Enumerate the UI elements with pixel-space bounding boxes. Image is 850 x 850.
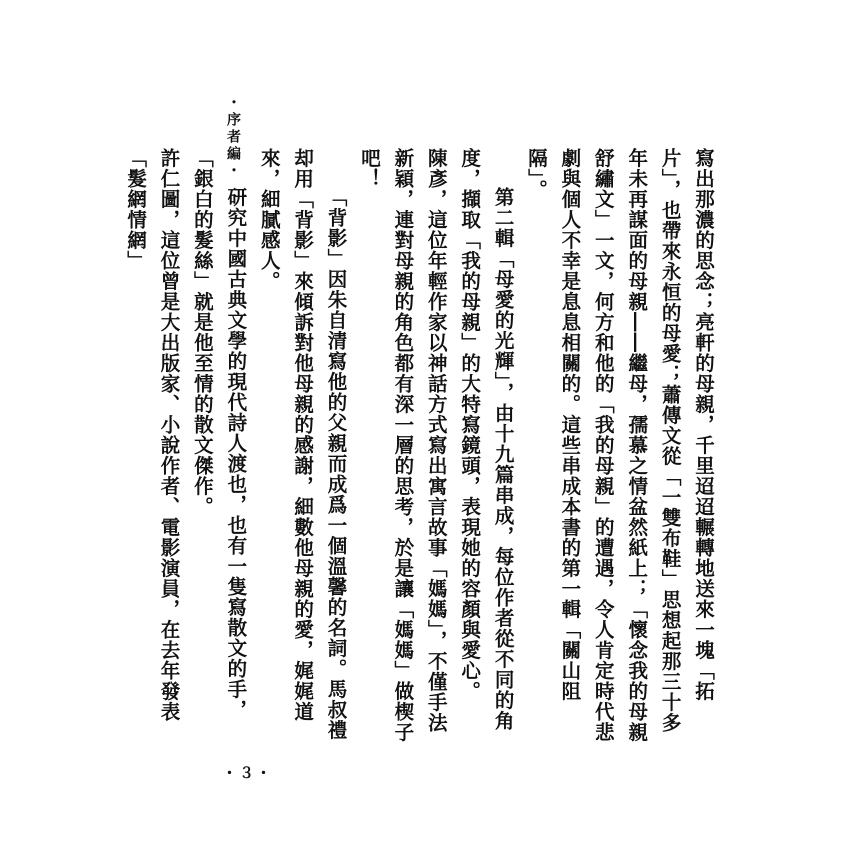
paragraph-continued: 寫出那濃的思念；亮軒的母親，千里迢迢輾轉地送來一塊「拓片」，也帶來永恒的母愛；蕭傳文從「一雙布鞋」思想起那三十多年未再謀面的母親――繼母，孺慕之情盆然紙上；「懷念我的母親舒繡文」一文，何方和他的「我的母親」的遭遇，令人肯定時代悲劇與個人不幸是息息相關的。這些串成本書的第一輯「關山阻隔」。	[524, 148, 715, 743]
paragraph: 陳彥，這位年輕作家以神話方式寫出寓言故事「媽媽」，不僅手法新穎，連對母親的角色都有深一層的思考，於是讓「媽媽」做楔子吧！	[357, 148, 448, 743]
paragraph: 「背影」因朱自清寫他的父親而成爲一個溫馨的名詞。馬叔禮却用「背影」來傾訴對他母親的感謝，細數他母親的愛，娓娓道來，細膩感人。	[257, 148, 348, 741]
paragraph: 第二輯「母愛的光輝」，由十九篇串成，每位作者從不同的角度，擷取「我的母親」的大特寫鏡頭，表現她的容顏與愛心。	[458, 148, 515, 731]
body-text	[119, 148, 720, 748]
page-number: ・３・	[222, 764, 274, 782]
paragraph: 許仁圖，這位曾是大出版家、小說作者、電影演員，在去年發表「髮網情網」	[124, 148, 181, 722]
running-head: ・序者編・	[225, 95, 241, 180]
paragraph: 研究中國古典文學的現代詩人渡也，也有一隻寫散文的手，「銀白的髮絲」就是他至情的散文傑作。	[190, 148, 248, 720]
